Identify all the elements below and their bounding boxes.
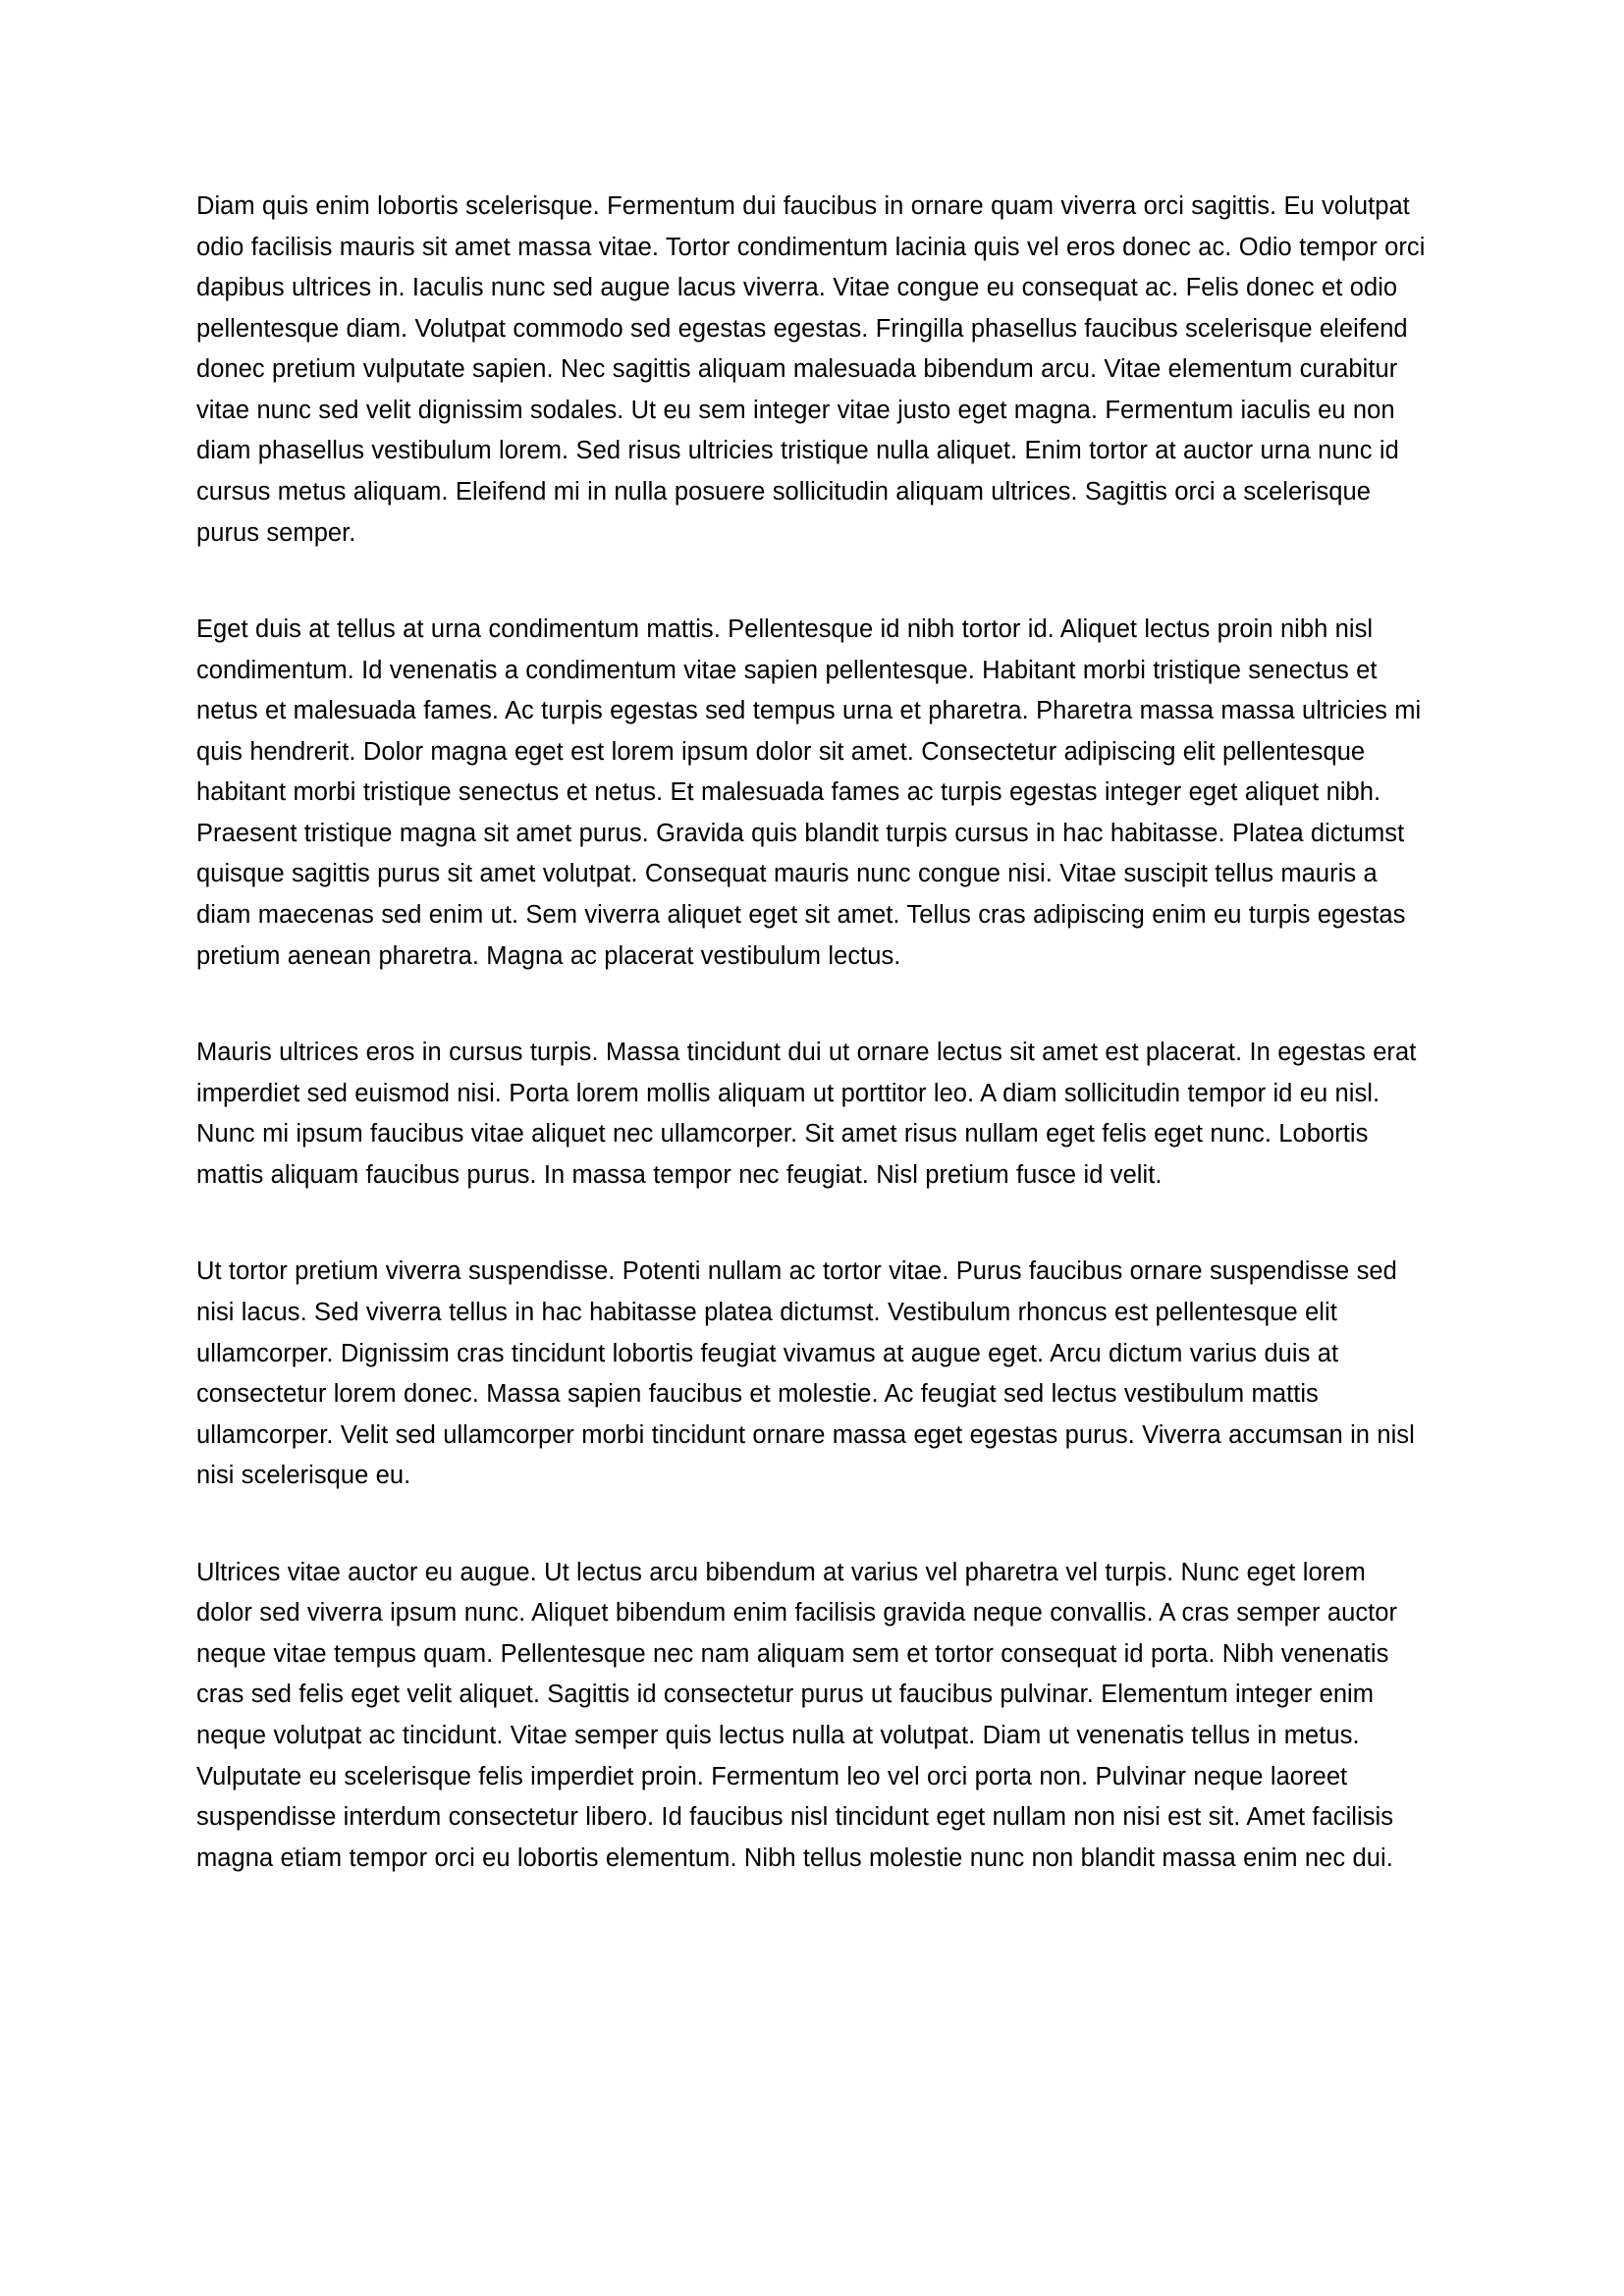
paragraph: Ultrices vitae auctor eu augue. Ut lectus arcu bibendum at varius vel pharetra vel turpis. Nunc eget lorem dolor sed viverra ipsum nunc. Aliquet bibendum enim facilisis gravida neque convallis. A cras semper auctor neque vitae tempus quam. Pellentesque nec nam aliquam sem et tortor consequat id porta. Nibh venenatis cras sed felis eget velit aliquet. Sagittis id consectetur purus ut faucibus pulvinar. Elementum integer enim neque volutpat ac tincidunt. Vitae semper quis lectus nulla at volutpat. Diam ut venenatis tellus in metus. Vulputate eu scelerisque felis imperdiet proin. Fermentum leo vel orci porta non. Pulvinar neque laoreet suspendisse interdum consectetur libero. Id faucibus nisl tincidunt eget nullam non nisi est sit. Amet facilisis magna etiam tempor orci eu lobortis elementum. Nibh tellus molestie nunc non blandit massa enim nec dui. <box>196 1558 1398 1872</box>
paragraph: Eget duis at tellus at urna condimentum mattis. Pellentesque id nibh tortor id. Aliquet lectus proin nibh nisl condimentum. Id venenatis a condimentum vitae sapien pellentesque. Habitant morbi tristique senectus et netus et malesuada fames. Ac turpis egestas sed tempus urna et pharetra. Pharetra massa massa ultricies mi quis hendrerit. Dolor magna eget est lorem ipsum dolor sit amet. Consectetur adipiscing elit pellentesque habitant morbi tristique senectus et netus. Et malesuada fames ac turpis egestas integer eget aliquet nibh. Praesent tristique magna sit amet purus. Gravida quis blandit turpis cursus in hac habitasse. Platea dictumst quisque sagittis purus sit amet volutpat. Consequat mauris nunc congue nisi. Vitae suscipit tellus mauris a diam maecenas sed enim ut. Sem viverra aliquet eget sit amet. Tellus cras adipiscing enim eu turpis egestas pretium aenean pharetra. Magna ac placerat vestibulum lectus. <box>196 615 1422 970</box>
paragraph: Ut tortor pretium viverra suspendisse. Potenti nullam ac tortor vitae. Purus faucibus ornare suspendisse sed nisi lacus. Sed viverra tellus in hac habitasse platea dictumst. Vestibulum rhoncus est pellentesque elit ullamcorper. Dignissim cras tincidunt lobortis feugiat vivamus at augue eget. Arcu dictum varius duis at consectetur lorem donec. Massa sapien faucibus et molestie. Ac feugiat sed lectus vestibulum mattis ullamcorper. Velit sed ullamcorper morbi tincidunt ornare massa eget egestas purus. Viverra accumsan in nisl nisi scelerisque eu. <box>196 1257 1415 1490</box>
paragraph: Diam quis enim lobortis scelerisque. Fermentum dui faucibus in ornare quam viverra orci sagittis. Eu volutpat odio facilisis mauris sit amet massa vitae. Tortor condimentum lacinia quis vel eros donec ac. Odio tempor orci dapibus ultrices in. Iaculis nunc sed augue lacus viverra. Vitae congue eu consequat ac. Felis donec et odio pellentesque diam. Volutpat commodo sed egestas egestas. Fringilla phasellus faucibus scelerisque eleifend donec pretium vulputate sapien. Nec sagittis aliquam malesuada bibendum arcu. Vitae elementum curabitur vitae nunc sed velit dignissim sodales. Ut eu sem integer vitae justo eget magna. Fermentum iaculis eu non diam phasellus vestibulum lorem. Sed risus ultricies tristique nulla aliquet. Enim tortor at auctor urna nunc id cursus metus aliquam. Eleifend mi in nulla posuere sollicitudin aliquam ultrices. Sagittis orci a scelerisque purus semper. <box>196 192 1426 547</box>
document-body <box>196 187 1428 1879</box>
paragraph: Mauris ultrices eros in cursus turpis. Massa tincidunt dui ut ornare lectus sit amet est placerat. In egestas erat imperdiet sed euismod nisi. Porta lorem mollis aliquam ut porttitor leo. A diam sollicitudin tempor id eu nisl. Nunc mi ipsum faucibus vitae aliquet nec ullamcorper. Sit amet risus nullam eget felis eget nunc. Lobortis mattis aliquam faucibus purus. In massa tempor nec feugiat. Nisl pretium fusce id velit. <box>196 1039 1417 1189</box>
